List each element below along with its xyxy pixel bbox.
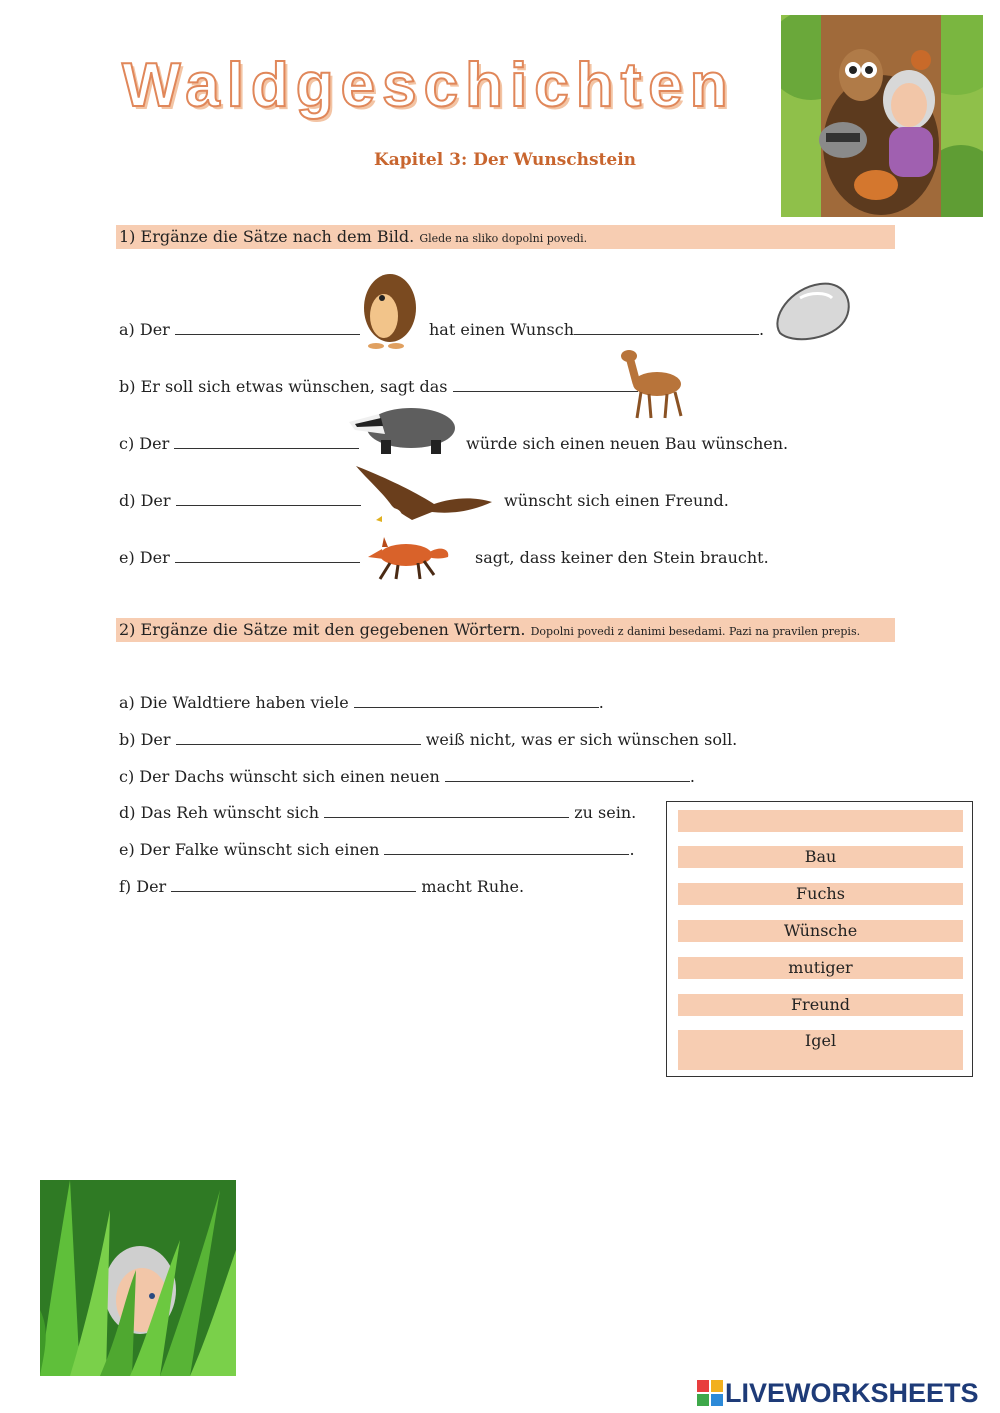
task1-sentence-e bbox=[119, 548, 360, 567]
sentence-text: macht Ruhe. bbox=[421, 877, 525, 896]
sentence-text: a) Der bbox=[119, 320, 170, 339]
task1-title: 1) Ergänze die Sätze nach dem Bild. bbox=[119, 227, 415, 246]
hedgehog-picture bbox=[360, 270, 418, 350]
worksheet-title: Waldgeschichten bbox=[122, 51, 735, 120]
sentence-text: weiß nicht, was er sich wünschen soll. bbox=[425, 730, 738, 749]
sentence-period: . bbox=[759, 320, 765, 339]
answer-blank[interactable] bbox=[384, 842, 629, 855]
task1-sentence-e-end: sagt, dass keiner den Stein braucht. bbox=[475, 548, 769, 567]
answer-blank[interactable] bbox=[574, 322, 759, 335]
chapter-subtitle: Kapitel 3: Der Wunschstein bbox=[373, 150, 637, 170]
task1-sentence-c bbox=[119, 434, 359, 453]
stone-picture bbox=[770, 278, 854, 346]
task2-note: Dopolni povedi z danimi besedami. Pazi na pravilen prepis. bbox=[530, 625, 861, 638]
sentence-text: . bbox=[629, 840, 635, 859]
answer-blank[interactable] bbox=[176, 732, 421, 745]
sentence-text: e) Der Falke wünscht sich einen bbox=[119, 840, 380, 859]
sentence-text: c) Der Dachs wünscht sich einen neuen bbox=[119, 767, 440, 786]
task1-sentence-a-end bbox=[429, 320, 764, 339]
sentence-text: d) Das Reh wünscht sich bbox=[119, 803, 320, 822]
task2-title: 2) Ergänze die Sätze mit den gegebenen Wörtern. bbox=[119, 620, 526, 639]
eagle-picture bbox=[352, 462, 494, 528]
word-bank-item[interactable]: Bau bbox=[678, 846, 963, 868]
word-bank-item[interactable]: Freund bbox=[678, 994, 963, 1016]
sentence-text: . bbox=[689, 767, 696, 786]
answer-blank[interactable] bbox=[354, 695, 599, 708]
sentence-text: zu sein. bbox=[574, 803, 637, 822]
answer-blank[interactable] bbox=[324, 805, 569, 818]
task1-sentence-b bbox=[119, 377, 643, 396]
word-bank bbox=[666, 801, 973, 1077]
task1-heading bbox=[116, 225, 895, 249]
task2-sentence-f bbox=[119, 877, 524, 896]
answer-blank[interactable] bbox=[445, 769, 690, 782]
deer-picture bbox=[615, 340, 689, 422]
answer-blank[interactable] bbox=[176, 493, 361, 506]
answer-blank[interactable] bbox=[175, 550, 360, 563]
task2-heading bbox=[116, 618, 895, 642]
word-bank-item[interactable]: Igel bbox=[678, 1030, 963, 1070]
task2-sentence-e bbox=[119, 840, 635, 859]
answer-blank[interactable] bbox=[171, 879, 416, 892]
task2-sentence-d bbox=[119, 803, 636, 822]
answer-blank[interactable] bbox=[453, 379, 638, 392]
grandma-in-grass-picture bbox=[40, 1180, 236, 1376]
word-bank-item[interactable]: mutiger bbox=[678, 957, 963, 979]
sentence-text: e) Der bbox=[119, 548, 170, 567]
answer-blank[interactable] bbox=[174, 436, 359, 449]
fox-picture bbox=[362, 527, 452, 583]
sentence-text: b) Er soll sich etwas wünschen, sagt das bbox=[119, 377, 448, 396]
task2-sentence-b bbox=[119, 730, 737, 749]
sentence-text: f) Der bbox=[119, 877, 167, 896]
task2-sentence-a bbox=[119, 693, 604, 712]
task1-sentence-c-end: würde sich einen neuen Bau wünschen. bbox=[466, 434, 789, 453]
word-bank-item[interactable]: Wünsche bbox=[678, 920, 963, 942]
task1-sentence-d-end: wünscht sich einen Freund. bbox=[504, 491, 729, 510]
word-bank-item[interactable]: Fuchs bbox=[678, 883, 963, 905]
sentence-text: a) Die Waldtiere haben viele bbox=[119, 693, 349, 712]
task1-note: Glede na sliko dopolni povedi. bbox=[419, 232, 588, 245]
sentence-text: c) Der bbox=[119, 434, 170, 453]
answer-blank[interactable] bbox=[175, 322, 360, 335]
liveworksheets-logo bbox=[697, 1378, 979, 1409]
tree-animals-picture bbox=[781, 15, 983, 217]
task1-sentence-d bbox=[119, 491, 361, 510]
sentence-text: d) Der bbox=[119, 491, 171, 510]
word-bank-item[interactable] bbox=[678, 810, 963, 832]
task1-sentence-a bbox=[119, 320, 360, 339]
sentence-text: . bbox=[598, 693, 604, 712]
liveworksheets-logo-icon bbox=[697, 1380, 723, 1406]
liveworksheets-logo-text: LIVEWORKSHEETS bbox=[725, 1378, 979, 1408]
badger-picture bbox=[345, 400, 460, 458]
sentence-text: b) Der bbox=[119, 730, 171, 749]
task2-sentence-c bbox=[119, 767, 695, 786]
sentence-text: hat einen Wunsch bbox=[429, 320, 574, 339]
